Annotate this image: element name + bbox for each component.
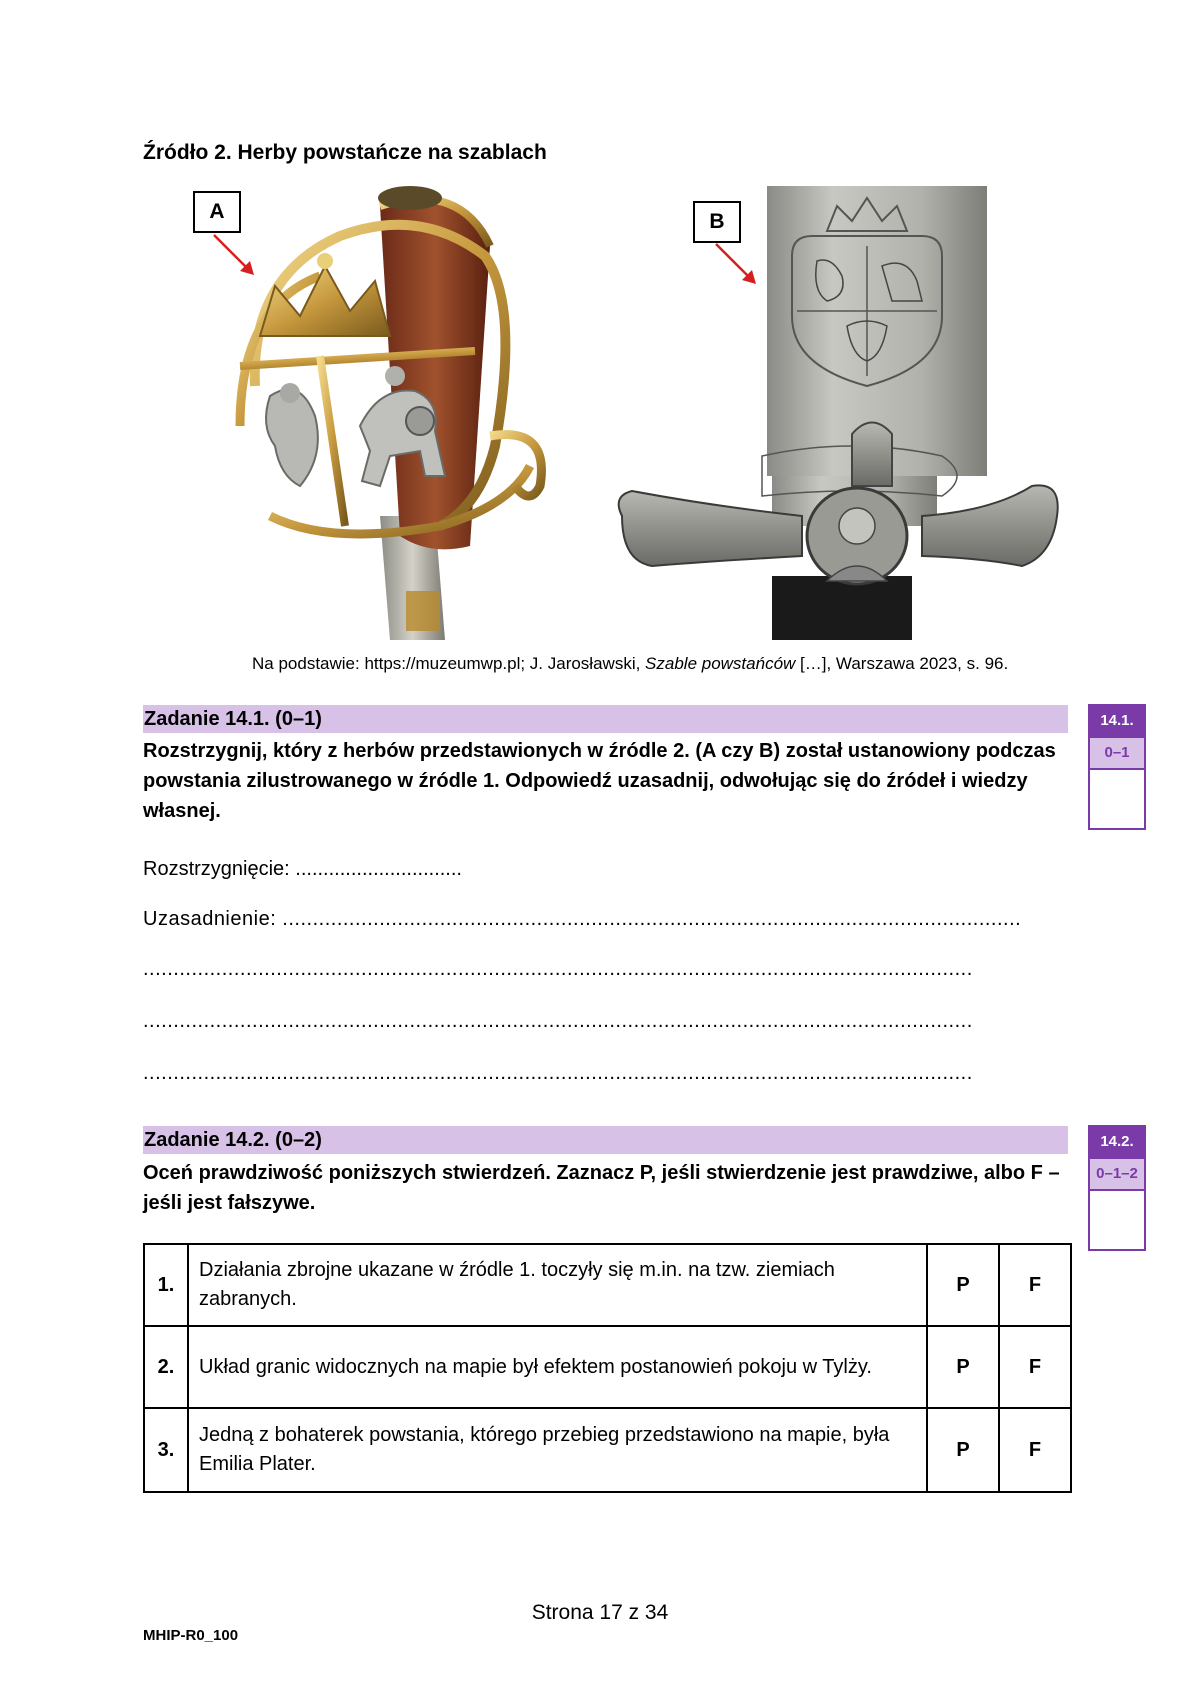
true-false-table bbox=[143, 1243, 1072, 1493]
statement-text: Jedną z bohaterek powstania, którego przebieg przedstawiono na mapie, była Emilia Plater. bbox=[188, 1408, 927, 1492]
label-b: B bbox=[693, 201, 741, 243]
statement-number: 2. bbox=[144, 1326, 188, 1408]
score-id: 14.2. bbox=[1090, 1127, 1144, 1157]
option-f[interactable]: F bbox=[999, 1244, 1071, 1326]
table-row bbox=[144, 1326, 1071, 1408]
justification-answer-line[interactable]: Uzasadnienie: .......................................................................................................................... bbox=[143, 908, 1022, 930]
document-code: MHIP-R0_100 bbox=[143, 1627, 239, 1644]
score-id: 14.1. bbox=[1090, 706, 1144, 736]
statement-number: 1. bbox=[144, 1244, 188, 1326]
sabre-a-photo bbox=[230, 186, 595, 640]
source-title: Źródło 2. Herby powstańcze na szablach bbox=[143, 141, 547, 164]
task-14-2-instruction: Oceń prawdziwość poniższych stwierdzeń. Zaznacz P, jeśli stwierdzenie jest prawdziwe, albo F – jeśli jest fałszywe. bbox=[143, 1162, 1060, 1214]
option-p[interactable]: P bbox=[927, 1244, 999, 1326]
decision-answer-line[interactable]: Rozstrzygnięcie: .............................. bbox=[143, 858, 462, 880]
label-a: A bbox=[193, 191, 241, 233]
score-entry[interactable] bbox=[1090, 1191, 1144, 1249]
option-p[interactable]: P bbox=[927, 1408, 999, 1492]
sabre-b-photo bbox=[612, 186, 1060, 640]
answer-line[interactable]: ......................................................................................................................................... bbox=[143, 1010, 973, 1032]
task-14-1-instruction: Rozstrzygnij, który z herbów przedstawionych w źródle 2. (A czy B) został ustanowiony podczas powstania zilustrowanego w źródle 1. Odpowiedź uzasadnij, odwołując się do źródeł i wiedzy własnej. bbox=[143, 740, 1056, 822]
option-f[interactable]: F bbox=[999, 1326, 1071, 1408]
answer-line[interactable]: ......................................................................................................................................... bbox=[143, 1062, 973, 1084]
statement-number: 3. bbox=[144, 1408, 188, 1492]
arrow-b-icon bbox=[712, 240, 762, 290]
score-box-14-2 bbox=[1088, 1125, 1146, 1251]
score-points: 0–1 bbox=[1090, 736, 1144, 770]
score-box-14-1 bbox=[1088, 704, 1146, 830]
option-f[interactable]: F bbox=[999, 1408, 1071, 1492]
statement-text: Działania zbrojne ukazane w źródle 1. toczyły się m.in. na tzw. ziemiach zabranych. bbox=[188, 1244, 927, 1326]
task-14-1-header: Zadanie 14.1. (0–1) bbox=[143, 705, 1068, 733]
score-points: 0–1–2 bbox=[1090, 1157, 1144, 1191]
answer-line[interactable]: ......................................................................................................................................... bbox=[143, 958, 973, 980]
score-entry[interactable] bbox=[1090, 770, 1144, 828]
task-14-2-header: Zadanie 14.2. (0–2) bbox=[143, 1126, 1068, 1154]
page-number: Strona 17 z 34 bbox=[531, 1601, 669, 1624]
arrow-a-icon bbox=[210, 231, 260, 281]
table-row bbox=[144, 1244, 1071, 1326]
table-row bbox=[144, 1408, 1071, 1492]
statement-text: Układ granic widocznych na mapie był efektem postanowień pokoju w Tylży. bbox=[188, 1326, 927, 1408]
option-p[interactable]: P bbox=[927, 1326, 999, 1408]
source-caption: Na podstawie: https://muzeumwp.pl; J. Jarosławski, Szable powstańców […], Warszawa 2023, s. 96. bbox=[252, 654, 1009, 673]
